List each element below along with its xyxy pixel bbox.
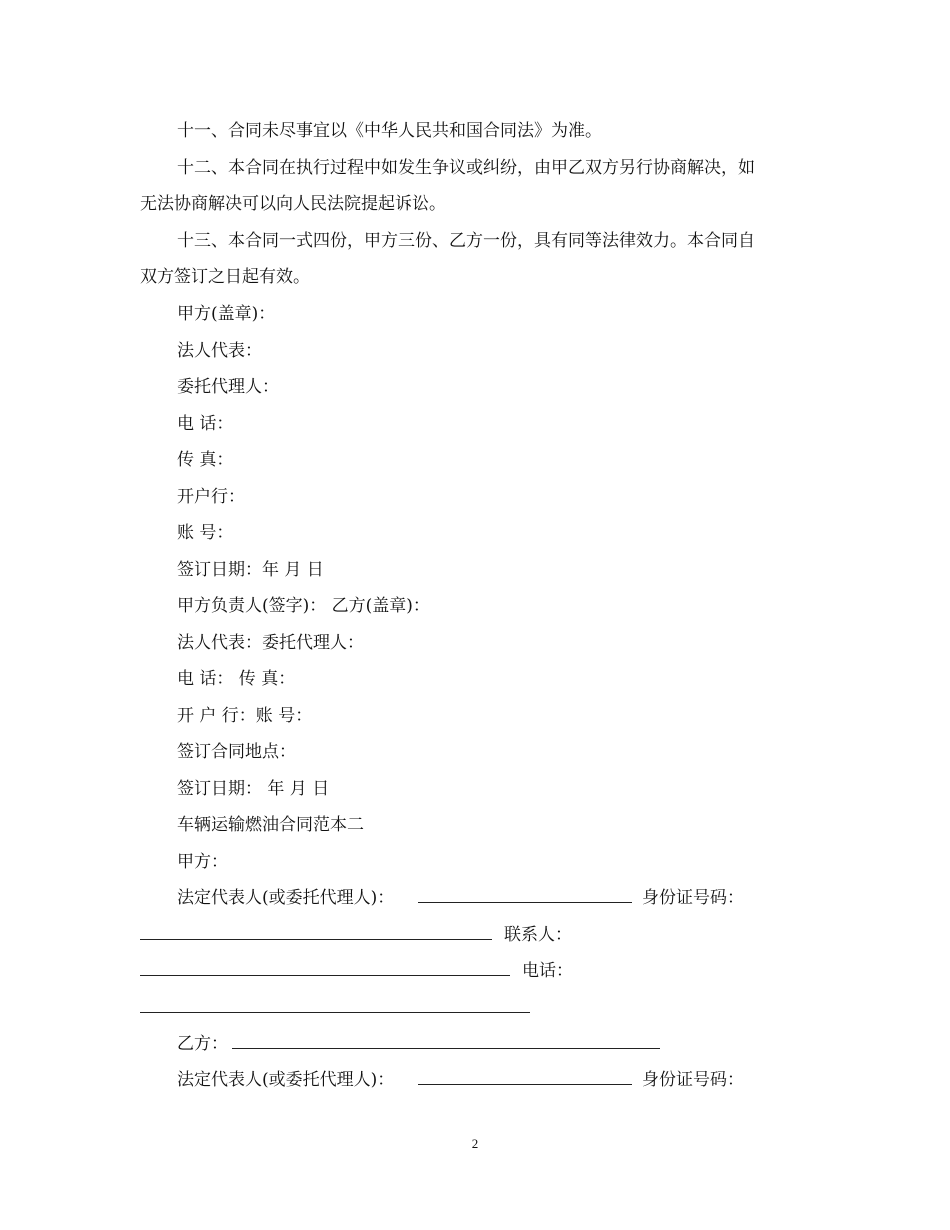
sample2-phone-label: 电话： bbox=[522, 961, 573, 981]
sample2-title: 车辆运输燃油合同范本二 bbox=[177, 815, 364, 835]
party-a-bank: 开户行： bbox=[177, 487, 245, 507]
clause-12-line2: 无法协商解决可以向人民法院提起诉讼。 bbox=[140, 194, 446, 214]
clause-11: 十一、合同未尽事宜以《中华人民共和国合同法》为准。 bbox=[177, 121, 602, 141]
party-b-phone-fax: 电 话： 传 真： bbox=[177, 669, 296, 689]
party-a-sign-date: 签订日期：年 月 日 bbox=[177, 560, 324, 580]
party-b-header: 甲方负责人(签字)： 乙方(盖章)： bbox=[177, 596, 430, 616]
clause-13-line1: 十三、本合同一式四份，甲方三份、乙方一份，具有同等法律效力。本合同自 bbox=[177, 231, 755, 251]
id-blank bbox=[140, 939, 492, 940]
legal-rep-b-blank bbox=[418, 1084, 632, 1085]
page-number: 2 bbox=[471, 1136, 479, 1151]
party-b-blank bbox=[232, 1048, 660, 1049]
sample2-id-b-label: 身份证号码： bbox=[642, 1070, 744, 1090]
sample2-legal-rep-b-label: 法定代表人(或委托代理人)： bbox=[177, 1070, 395, 1090]
party-a-account: 账 号： bbox=[177, 523, 234, 543]
party-b-location: 签订合同地点： bbox=[177, 742, 296, 762]
party-a-agent: 委托代理人： bbox=[177, 377, 279, 397]
party-a-phone: 电 话： bbox=[177, 414, 234, 434]
party-a-fax: 传 真： bbox=[177, 450, 234, 470]
party-b-sign-date: 签订日期： 年 月 日 bbox=[177, 779, 330, 799]
legal-rep-blank bbox=[418, 902, 632, 903]
sample2-legal-rep-label: 法定代表人(或委托代理人)： bbox=[177, 888, 395, 908]
sample2-id-label: 身份证号码： bbox=[642, 888, 744, 908]
contact-blank bbox=[140, 975, 510, 976]
sample2-party-a: 甲方： bbox=[177, 852, 228, 872]
sample2-party-b-label: 乙方： bbox=[177, 1034, 228, 1054]
party-b-rep-agent: 法人代表：委托代理人： bbox=[177, 633, 364, 653]
clause-13-line2: 双方签订之日起有效。 bbox=[140, 267, 310, 287]
party-a-legal-rep: 法人代表： bbox=[177, 341, 262, 361]
party-a-seal: 甲方(盖章)： bbox=[177, 304, 276, 324]
sample2-contact-label: 联系人： bbox=[504, 925, 572, 945]
party-b-bank-account: 开 户 行：账 号： bbox=[177, 706, 313, 726]
phone-blank bbox=[140, 1012, 530, 1013]
clause-12-line1: 十二、本合同在执行过程中如发生争议或纠纷，由甲乙双方另行协商解决，如 bbox=[177, 158, 755, 178]
